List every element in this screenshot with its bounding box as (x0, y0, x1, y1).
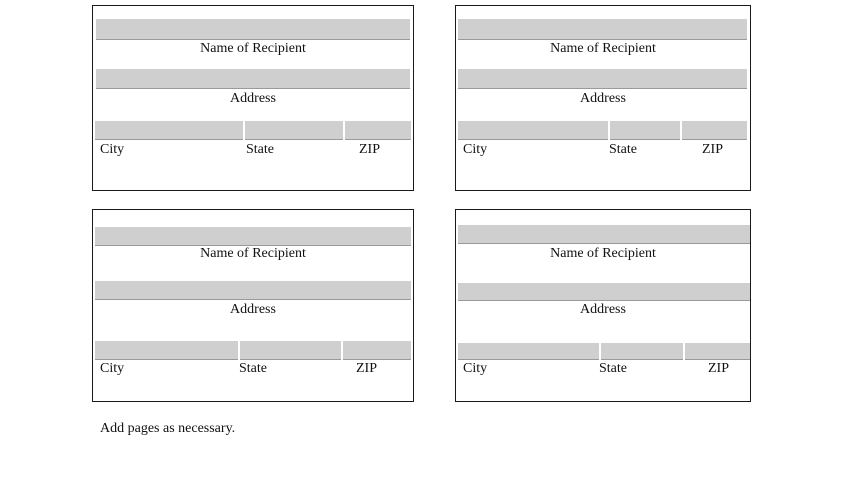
state-field[interactable] (245, 121, 343, 140)
address-field[interactable] (458, 69, 747, 89)
zip-field[interactable] (685, 343, 750, 360)
city-label: City (463, 361, 488, 376)
name-of-recipient-label: Name of Recipient (200, 41, 306, 56)
zip-field[interactable] (345, 121, 411, 140)
state-label: State (246, 142, 274, 157)
city-label: City (100, 142, 125, 157)
name-of-recipient-field[interactable] (458, 225, 750, 244)
zip-label: ZIP (702, 142, 723, 157)
city-field[interactable] (458, 121, 608, 140)
name-of-recipient-field[interactable] (95, 227, 411, 246)
city-field[interactable] (458, 343, 599, 360)
name-of-recipient-field[interactable] (96, 19, 410, 40)
name-of-recipient-field[interactable] (458, 19, 747, 40)
state-field[interactable] (240, 341, 341, 360)
recipient-card-3 (92, 209, 414, 402)
city-field[interactable] (95, 121, 243, 140)
address-field[interactable] (95, 281, 411, 300)
name-of-recipient-label: Name of Recipient (200, 246, 306, 261)
address-label: Address (580, 91, 626, 106)
address-label: Address (580, 302, 626, 317)
zip-label: ZIP (708, 361, 729, 376)
zip-field[interactable] (343, 341, 411, 360)
zip-label: ZIP (359, 142, 380, 157)
state-label: State (609, 142, 637, 157)
name-of-recipient-label: Name of Recipient (550, 246, 656, 261)
footer-note: Add pages as necessary. (100, 421, 236, 436)
address-label: Address (230, 302, 276, 317)
state-label: State (239, 361, 267, 376)
city-label: City (100, 361, 125, 376)
recipient-card-4 (455, 209, 751, 402)
city-field[interactable] (95, 341, 238, 360)
city-label: City (463, 142, 488, 157)
name-of-recipient-label: Name of Recipient (550, 41, 656, 56)
address-label: Address (230, 91, 276, 106)
state-label: State (599, 361, 627, 376)
address-field[interactable] (458, 283, 750, 301)
recipient-card-1 (92, 5, 414, 191)
state-field[interactable] (601, 343, 683, 360)
state-field[interactable] (610, 121, 680, 140)
zip-label: ZIP (356, 361, 377, 376)
recipient-card-2 (455, 5, 751, 191)
zip-field[interactable] (682, 121, 747, 140)
address-field[interactable] (96, 69, 410, 89)
